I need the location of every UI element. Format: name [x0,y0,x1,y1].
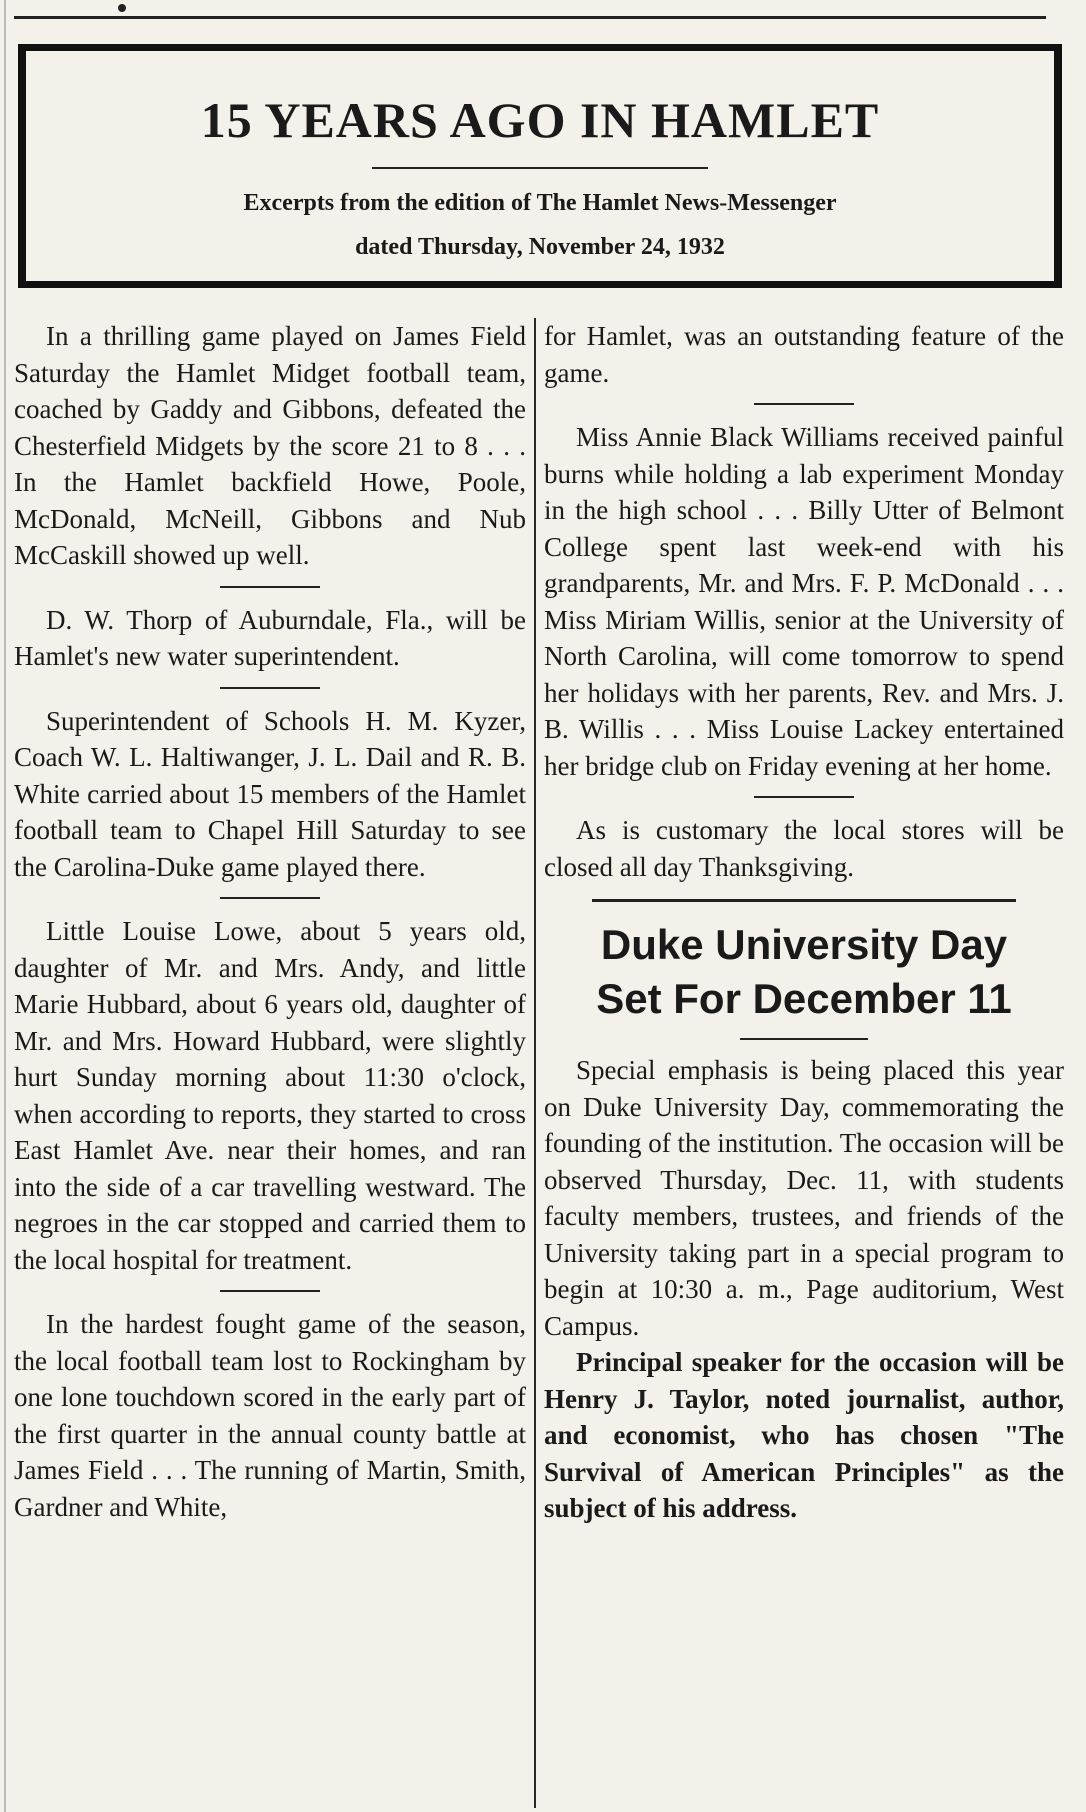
item-separator [220,1290,320,1292]
item-separator [754,403,854,405]
item-duke-day: Special emphasis is being placed this year on Duke University Day, commemorating the founding of the institution. The occasion will be observed Thursday, Dec. 11, with students faculty members, trustees, and friends of the University taking part in a special program to begin at 10:30 a. m., Page auditorium, West Campus. [544,1055,1064,1341]
item-thanksgiving-closing: As is customary the local stores will be closed all day Thanksgiving. [544,815,1064,882]
item-separator [220,687,320,689]
item-social-notes: Miss Annie Black Williams received painful burns while holding a lab experiment Monday in the high school . . . Billy Utter of Belmont College spent last week-end with his grandparents, Mr. and Mrs. F. P. McDonald . . . Miss Miriam Willis, senior at the University of North Carolina, will come tomorrow to spend her holidays with her parents, Rev. and Mrs. J. B. Willis . . . Miss Louise Lackey entertained her bridge club on Friday evening at her home. [544,422,1064,781]
article-columns [14,318,1064,1808]
top-rule [14,16,1046,19]
masthead-title: 15 YEARS AGO IN HAMLET [200,92,880,148]
item-principal-speaker: Principal speaker for the occasion will be Henry J. Taylor, noted journalist, author, and economist, who has chosen "The Survival of American Principles" as the subject of his address. [544,1347,1064,1523]
item-separator [754,796,854,798]
masthead-rule [372,167,708,169]
masthead-subtitle-line2: dated Thursday, November 24, 1932 [355,234,725,260]
item-water-superintendent: D. W. Thorp of Auburndale, Fla., will be Hamlet's new water superintendent. [14,604,526,671]
item-children-accident: Little Louise Lowe, about 5 years old, daughter of Mr. and Mrs. Andy, and little Marie Hubbard, about 6 years old, daughter of Mr. and Mrs. Howard Hubbard, were slightly hurt Sunday morning about 11:30 o'clock, when according to reports, they started to cross East Hamlet Ave. near their homes, and ran into the side of a car travelling westward. The negroes in the car stopped and carried them to the local hospital for treatment. [14,916,526,1275]
masthead-box [18,44,1062,288]
left-column [14,318,526,1525]
headline-line1: Duke University Day [600,921,1008,968]
item-separator [220,586,320,588]
page-edge [4,0,6,1812]
column-divider [534,318,536,1808]
item-rockingham-game-continued: for Hamlet, was an outstanding feature of the game. [544,321,1064,388]
headline-underline [740,1038,868,1040]
headline-line2: Set For December 11 [596,975,1012,1022]
item-midget-football: In a thrilling game played on James Field Saturday the Hamlet Midget football team, coached by Gaddy and Gibbons, defeated the Chesterfield Midgets by the score 21 to 8 . . . In the Hamlet backfield Howe, Poole, McDonald, McNeill, Gibbons and Nub McCaskill showed up well. [14,321,526,570]
item-rockingham-game: In the hardest fought game of the season, the local football team lost to Rockingham by one lone touchdown scored in the early part of the first quarter in the annual county battle at James Field . . . The running of Martin, Smith, Gardner and White, [14,1309,526,1522]
headline-rule [592,899,1016,902]
item-chapel-hill-trip: Superintendent of Schools H. M. Kyzer, Coach W. L. Haltiwanger, J. L. Dail and R. B. White carried about 15 members of the Hamlet football team to Chapel Hill Saturday to see the Carolina-Duke game played there. [14,705,526,882]
masthead-subtitle-line1: Excerpts from the edition of The Hamlet News-Messenger [243,190,837,216]
print-dot [118,4,126,12]
item-separator [220,897,320,899]
right-column [544,318,1064,1527]
